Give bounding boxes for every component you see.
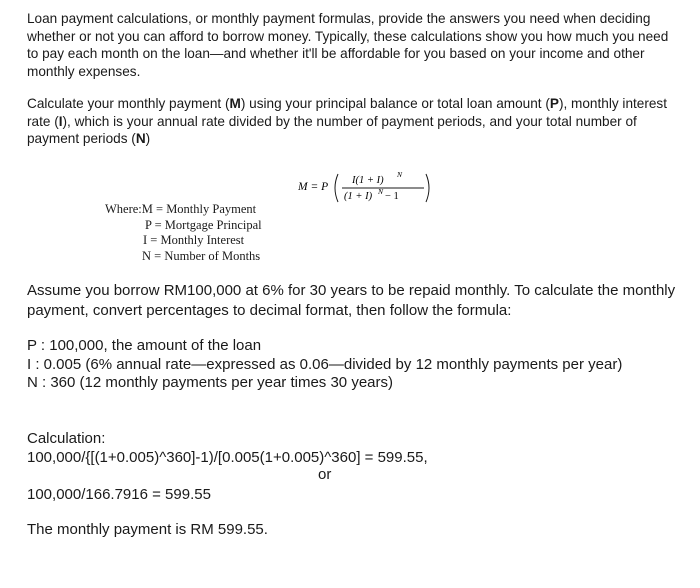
formula-right-paren	[426, 174, 429, 202]
value-n: N : 360 (12 monthly payments per year times 30 years)	[27, 374, 393, 391]
formula-denominator-tail: − 1	[385, 191, 399, 202]
var-p: P	[549, 96, 559, 111]
calculation-block	[27, 429, 677, 467]
legend-row-i	[105, 233, 262, 249]
calculation-intro-paragraph	[27, 95, 677, 148]
assumption-paragraph: Assume you borrow RM100,000 at 6% for 30 years to be repaid monthly. To calculate the monthly payment, convert percentages to decimal format, then follow the formula:	[27, 282, 676, 319]
legend-i: I = Monthly Interest	[143, 233, 245, 247]
var-m: M	[229, 96, 241, 111]
legend-n: N = Number of Months	[142, 248, 261, 263]
calc-intro-text-1: Calculate your monthly payment (	[27, 96, 230, 111]
intro-paragraph: Loan payment calculations, or monthly payment formulas, provide the answers you need when deciding whether or not you can afford to borrow money. Typically, these calculations show you how much you need to pay each month on the loan—and whether it'll be affordable for you based on your income and other monthly expenses.	[27, 11, 669, 79]
calculation-label: Calculation:	[27, 430, 106, 447]
values-block	[27, 337, 677, 393]
value-p: P : 100,000, the amount of the loan	[27, 337, 262, 354]
legend-row-m	[105, 202, 262, 218]
legend-m: M = Monthly Payment	[141, 202, 257, 216]
calc-intro-text-3: ), monthly interest rate (	[27, 96, 668, 129]
calculation-result: The monthly payment is RM 599.55.	[27, 521, 268, 538]
formula-numerator-exp: N	[397, 170, 403, 179]
value-i: I : 0.005 (6% annual rate—expressed as 0.06—divided by 12 monthly payments per year)	[27, 355, 623, 373]
legend-row-n	[105, 249, 262, 265]
calc-intro-text-2: ) using your principal balance or total loan amount (	[240, 96, 550, 111]
legend-label: Where:	[105, 202, 142, 216]
monthly-payment-formula	[298, 168, 438, 208]
legend-p: P = Mortgage Principal	[145, 217, 262, 232]
calc-intro-text-5: )	[145, 131, 151, 146]
legend-row-p	[105, 218, 262, 234]
calc-intro-text-4: ), which is your annual rate divided by the number of payment periods, and your total number of payment periods (	[27, 113, 637, 146]
calculation-line-1: 100,000/{[(1+0.005)^360]-1)/[0.005(1+0.005)^360] = 599.55,	[27, 449, 428, 466]
var-i: I	[58, 113, 63, 129]
formula-lhs: M = P	[298, 181, 329, 193]
formula-denominator-exp: N	[378, 187, 384, 196]
formula-left-paren	[335, 174, 338, 202]
calculation-line-2: 100,000/166.7916 = 599.55	[27, 486, 211, 503]
formula-denominator: (1 + I)	[344, 191, 373, 202]
variable-legend	[105, 202, 262, 264]
formula-numerator: I(1 + I)	[352, 175, 384, 186]
var-n: N	[135, 131, 146, 146]
calculation-or: or	[318, 466, 332, 483]
